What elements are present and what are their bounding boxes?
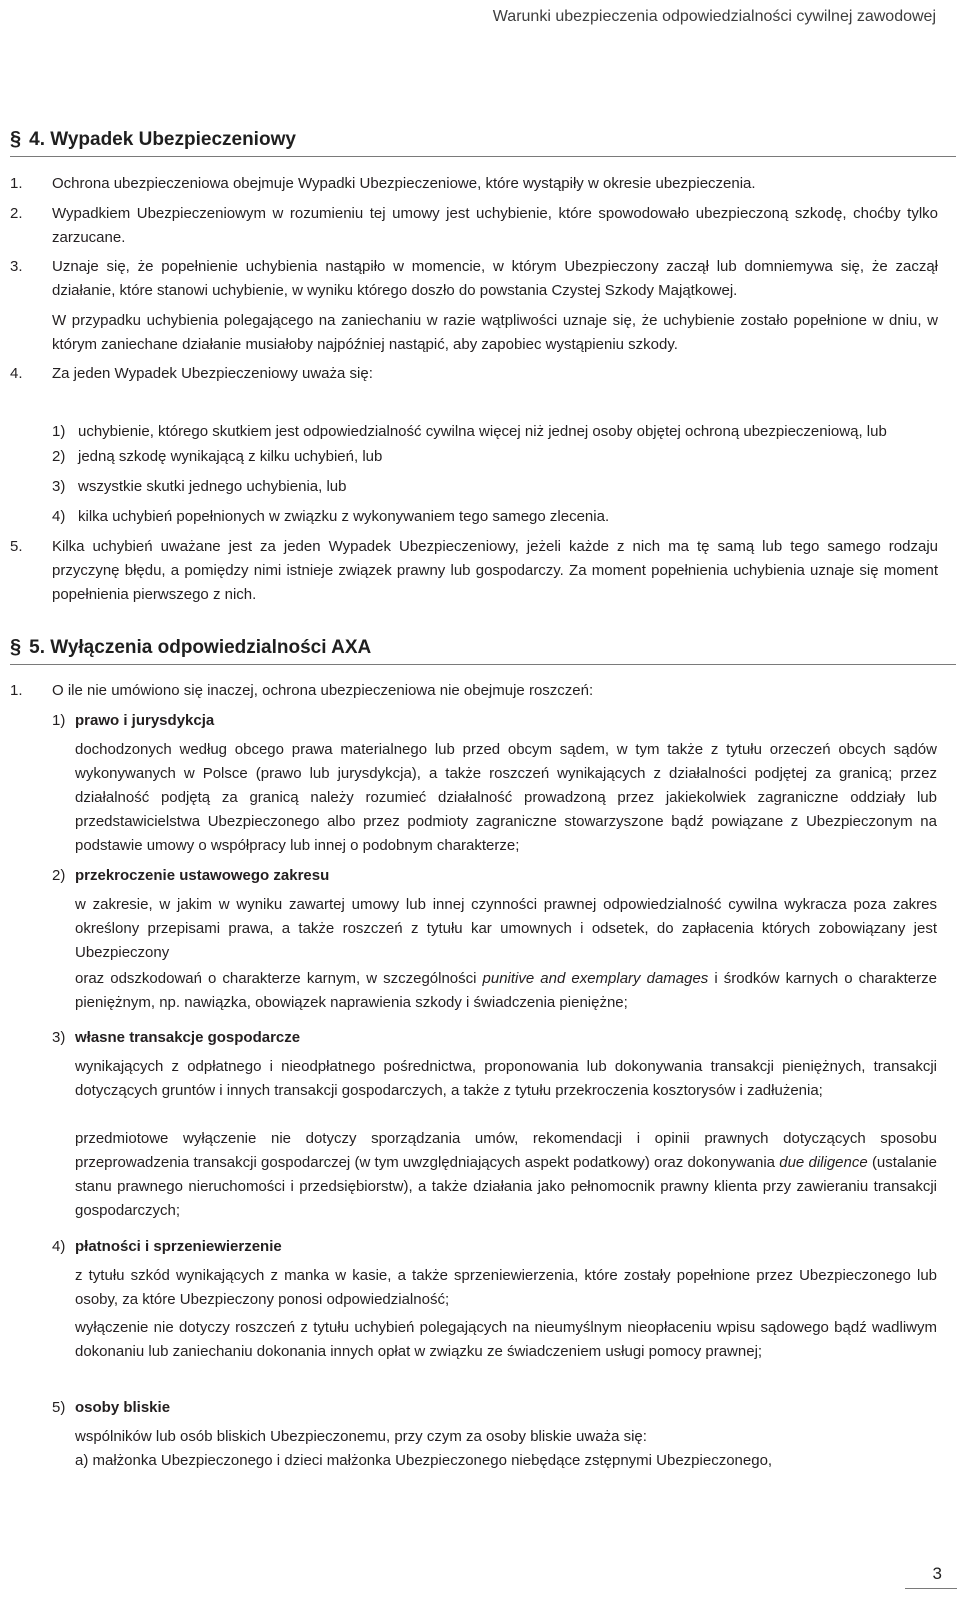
item-continuation: W przypadku uchybienia polegającego na zaniechaniu w razie wątpliwości uznaje się, że uchybienie zostało popełnione w dniu, w którym zaniechane działanie musiałoby najpóźniej nastąpić, aby zapobiec wystąpieniu szkody. [52,312,938,353]
item-number: 1. [10,682,23,699]
subitem-heading: prawo i jurysdykcja [75,712,215,729]
item-number: 2. [10,205,23,222]
subitem-paragraph: a) małżonka Ubezpieczonego i dzieci małżonka Ubezpieczonego niebędące zstępnymi Ubezpieczonego, [75,1452,773,1469]
paragraph-sign: § [10,636,22,658]
text-run: przedmiotowe wyłączenie nie dotyczy sporządzania umów, rekomendacji i opinii prawnych dotyczących sposobu przeprowadzenia transakcji gospodarczej (w tym uwzględniających aspekt podatkowy) oraz dokonywania [75,1130,937,1171]
item-number: 4. [10,365,23,382]
item-text: Kilka uchybień uważane jest za jeden Wypadek Ubezpieczeniowy, jeżeli każde z nich ma tę samą lub tego samego rodzaju przyczynę błędu, a pomiędzy nimi istnieje związek prawny lub gospodarczy. Za moment popełnienia uchybienia uznaje się moment popełnienia pierwszego z nich. [52,538,938,603]
subitem-paragraph: dochodzonych według obcego prawa materialnego lub przed obcym sądem, w tym także z tytułu orzeczeń obcych sądów wykonywanych w Polsce (prawo lub jurysdykcja), a także roszczeń wynikających z działalności podjętej za granicą; przez działalność podjętą za granicą należy rozumieć działalność prowadzoną przez jakiekolwiek zagraniczne oddziały lub przedstawicielstwa Ubezpieczonego albo przez podmioty zagraniczne stowarzyszone bądź powiązane z Ubezpieczonym na podstawie umowy o współpracy lub innej o podobnym charakterze; [75,741,937,854]
subitem-text: jedną szkodę wynikającą z kilku uchybień, lub [78,448,383,465]
text-run: i środków karnych o charakterze pieniężnym, np. nawiązka, obowiązek naprawienia szkody i świadczenia pieniężne; [75,970,937,1011]
item-text: Wypadkiem Ubezpieczeniowym w rozumieniu tej umowy jest uchybienie, które spowodowało ubezpieczoną szkodę, choćby tylko zarzucane. [52,205,938,246]
subitem-number: 3) [52,478,66,495]
subitem-paragraph: wynikających z odpłatnego i nieodpłatnego pośrednictwa, proponowania lub dokonywania transakcji pieniężnych, transakcji dotyczących gruntów i innych transakcji gospodarczych, a także z tytułu przekroczenia kosztorysów i zadłużenia; [75,1058,937,1099]
text-run: oraz odszkodowań o charakterze karnym, w szczególności [75,970,483,987]
subitem-paragraph: wyłączenie nie dotyczy roszczeń z tytułu uchybień polegających na nieumyślnym nieopłaceniu wpisu sądowego bądź wadliwym dokonaniu lub zaniechaniu dokonania innych opłat w związku ze świadczeniem usługi pomocy prawnej; [75,1319,937,1360]
footer-rule [905,1588,957,1589]
item-number: 3. [10,258,23,275]
item-number: 5. [10,538,23,555]
section-5-title: 5. Wyłączenia odpowiedzialności AXA [29,637,372,658]
subitem-number: 5) [52,1399,66,1416]
subitem-paragraph: w zakresie, w jakim w wyniku zawartej umowy lub innej czynności prawnej odpowiedzialność cywilna wykracza poza zakres określony przepisami prawa, a także roszczeń z tytułu kar umownych i odsetek, do zapłacenia których zobowiązany jest Ubezpieczony [75,896,937,961]
latin-term: due diligence [779,1154,868,1171]
latin-term: punitive and exemplary damages [482,970,709,987]
subitem-paragraph [75,1127,937,1223]
subitem-number: 3) [52,1029,66,1046]
subitem-text: uchybienie, którego skutkiem jest odpowiedzialność cywilna więcej niż jednej osoby objętej ochroną ubezpieczeniową, lub [78,423,887,440]
running-header: Warunki ubezpieczenia odpowiedzialności cywilnej zawodowej [492,8,936,25]
subitem-paragraph: z tytułu szkód wynikających z manka w kasie, a także sprzeniewierzenia, które zostały popełnione przez Ubezpieczonego lub osoby, za które Ubezpieczony ponosi odpowiedzialność; [75,1267,937,1308]
subitem-number: 1) [52,712,66,729]
subitem-heading: przekroczenie ustawowego zakresu [75,867,330,884]
text-run: (ustalanie stanu prawnego nieruchomości i przedsiębiorstw), a także działania jako pełnomocnik prawny klienta przy zawieraniu transakcji gospodarczych; [75,1154,937,1219]
section-4-title: 4. Wypadek Ubezpieczeniowy [29,129,296,150]
subitem-paragraph [75,967,937,1015]
subitem-number: 2) [52,867,66,884]
item-number: 1. [10,175,23,192]
subitem-text: wszystkie skutki jednego uchybienia, lub [78,478,347,495]
paragraph-sign: § [10,128,22,150]
subitem-number: 4) [52,508,66,525]
section-4-heading [10,128,956,157]
subitem-paragraph: wspólników lub osób bliskich Ubezpieczonemu, przy czym za osoby bliskie uważa się: [75,1428,647,1445]
subitem-number: 2) [52,448,66,465]
item-text: Za jeden Wypadek Ubezpieczeniowy uważa się: [52,365,373,382]
item-text: O ile nie umówiono się inaczej, ochrona ubezpieczeniowa nie obejmuje roszczeń: [52,682,594,699]
item-text: Ochrona ubezpieczeniowa obejmuje Wypadki Ubezpieczeniowe, które wystąpiły w okresie ubezpieczenia. [52,175,756,192]
subitem-number: 4) [52,1238,66,1255]
page-number: 3 [932,1564,942,1583]
subitem-heading: płatności i sprzeniewierzenie [75,1238,282,1255]
subitem-heading: własne transakcje gospodarcze [75,1029,301,1046]
subitem-heading: osoby bliskie [75,1399,171,1416]
section-5-heading [10,636,956,665]
subitem-number: 1) [52,423,66,440]
item-text: Uznaje się, że popełnienie uchybienia nastąpiło w momencie, w którym Ubezpieczony zaczął lub domniemywa się, że zaczął działanie, które stanowi uchybienie, w wyniku którego doszło do powstania Czystej Szkody Majątkowej. [52,258,938,299]
subitem-text: kilka uchybień popełnionych w związku z wykonywaniem tego samego zlecenia. [78,508,610,525]
